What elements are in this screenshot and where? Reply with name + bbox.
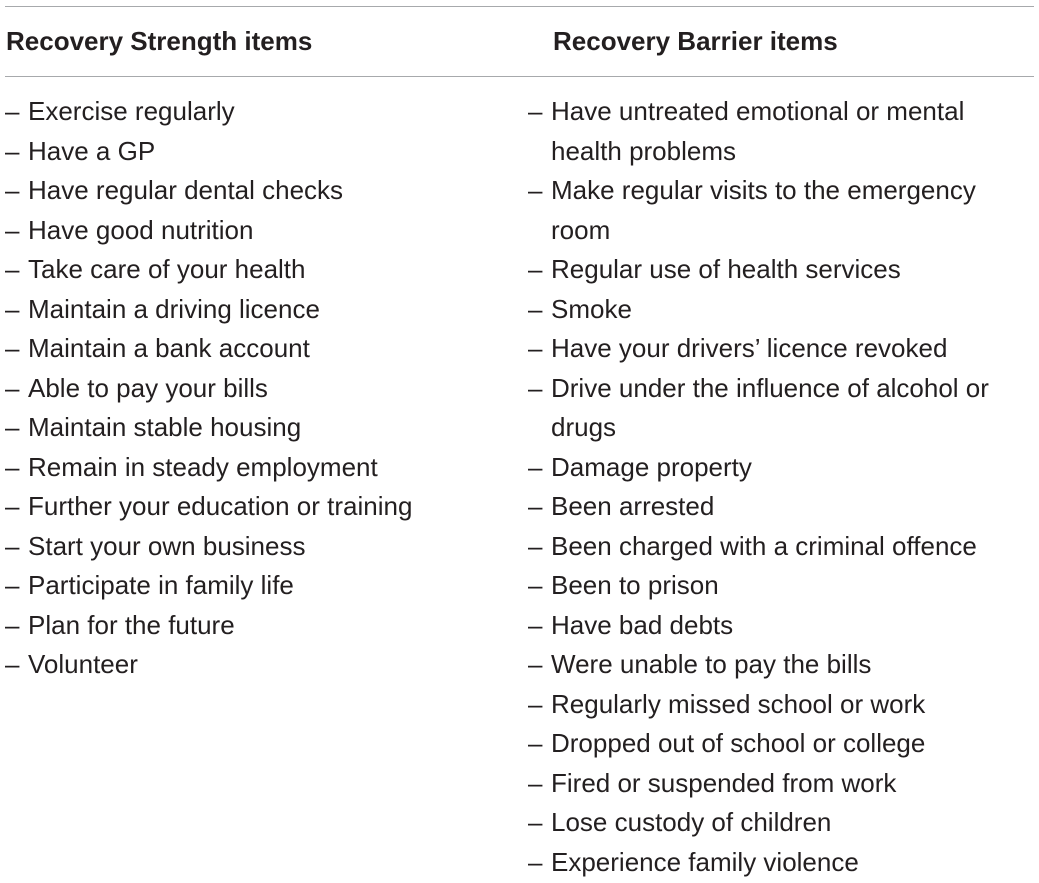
item-text: Plan for the future bbox=[28, 609, 235, 640]
list-item bbox=[528, 724, 1034, 764]
list-item bbox=[5, 211, 505, 251]
list-item bbox=[528, 764, 1034, 804]
dash-bullet: – bbox=[528, 530, 543, 561]
dash-bullet: – bbox=[5, 214, 20, 245]
item-text: Been charged with a criminal offence bbox=[551, 530, 977, 561]
dash-bullet: – bbox=[5, 135, 20, 166]
list-item bbox=[528, 645, 1034, 685]
item-text: Been arrested bbox=[551, 491, 715, 521]
dash-bullet: – bbox=[528, 451, 543, 482]
list-item bbox=[5, 487, 505, 527]
dash-bullet: – bbox=[528, 649, 543, 679]
dash-bullet: – bbox=[5, 491, 20, 521]
item-text: Able to pay your bills bbox=[28, 372, 268, 403]
item-text: Regular use of health services bbox=[551, 254, 901, 284]
strength-items-list bbox=[5, 92, 505, 685]
list-item bbox=[5, 171, 505, 211]
item-text: Smoke bbox=[551, 293, 632, 324]
list-item bbox=[528, 329, 1034, 369]
dash-bullet: – bbox=[528, 846, 543, 877]
dash-bullet: – bbox=[528, 254, 543, 284]
list-item bbox=[528, 448, 1034, 488]
dash-bullet: – bbox=[528, 333, 543, 363]
list-item bbox=[5, 290, 505, 330]
dash-bullet: – bbox=[5, 254, 20, 284]
item-text: Experience family violence bbox=[551, 846, 859, 877]
dash-bullet: – bbox=[5, 609, 20, 640]
barrier-column-header: Recovery Barrier items bbox=[553, 26, 838, 56]
item-text: Take care of your health bbox=[28, 254, 306, 284]
item-text: Have a GP bbox=[28, 135, 156, 166]
dash-bullet: – bbox=[528, 807, 543, 837]
list-item bbox=[528, 250, 1034, 290]
list-item bbox=[528, 606, 1034, 646]
item-text: Volunteer bbox=[28, 649, 138, 679]
list-item bbox=[5, 645, 505, 685]
dash-bullet: – bbox=[5, 333, 20, 363]
list-item bbox=[5, 448, 505, 488]
item-text: Have regular dental checks bbox=[28, 175, 344, 205]
list-item bbox=[528, 566, 1034, 606]
dash-bullet: – bbox=[528, 96, 543, 126]
item-text: Start your own business bbox=[28, 530, 306, 561]
list-item bbox=[528, 803, 1034, 843]
strength-column-header: Recovery Strength items bbox=[6, 26, 313, 56]
list-item bbox=[5, 566, 505, 606]
barrier-items-list bbox=[528, 92, 1034, 882]
dash-bullet: – bbox=[5, 649, 20, 679]
dash-bullet: – bbox=[528, 767, 543, 798]
header-rule bbox=[5, 76, 1034, 77]
list-item bbox=[5, 132, 505, 172]
list-item bbox=[528, 92, 1034, 171]
item-text: Participate in family life bbox=[28, 570, 294, 600]
list-item bbox=[528, 290, 1034, 330]
item-text: Regularly missed school or work bbox=[551, 688, 926, 719]
dash-bullet: – bbox=[5, 96, 20, 126]
list-item bbox=[5, 369, 505, 409]
dash-bullet: – bbox=[5, 175, 20, 205]
dash-bullet: – bbox=[5, 412, 20, 442]
item-text: Have untreated emotional or mental health problems bbox=[551, 96, 965, 166]
item-text: Further your education or training bbox=[28, 491, 413, 521]
item-text: Maintain a bank account bbox=[28, 333, 310, 363]
list-item bbox=[5, 92, 505, 132]
list-item bbox=[528, 487, 1034, 527]
item-text: Remain in steady employment bbox=[28, 451, 378, 482]
list-item bbox=[5, 527, 505, 567]
list-item bbox=[528, 369, 1034, 448]
dash-bullet: – bbox=[528, 491, 543, 521]
dash-bullet: – bbox=[528, 688, 543, 719]
list-item bbox=[5, 408, 505, 448]
item-text: Make regular visits to the emergency room bbox=[551, 175, 976, 245]
dash-bullet: – bbox=[5, 372, 20, 403]
item-text: Lose custody of children bbox=[551, 807, 832, 837]
dash-bullet: – bbox=[5, 570, 20, 600]
top-rule bbox=[5, 6, 1034, 7]
list-item bbox=[5, 329, 505, 369]
item-text: Were unable to pay the bills bbox=[551, 649, 872, 679]
item-text: Exercise regularly bbox=[28, 96, 235, 126]
dash-bullet: – bbox=[528, 372, 543, 403]
list-item bbox=[528, 171, 1034, 250]
list-item bbox=[5, 250, 505, 290]
item-text: Fired or suspended from work bbox=[551, 767, 897, 798]
item-text: Maintain stable housing bbox=[28, 412, 302, 442]
dash-bullet: – bbox=[528, 728, 543, 758]
item-text: Drive under the influence of alcohol or drugs bbox=[551, 372, 989, 442]
dash-bullet: – bbox=[5, 293, 20, 324]
item-text: Have bad debts bbox=[551, 609, 734, 640]
item-text: Have good nutrition bbox=[28, 214, 254, 245]
item-text: Damage property bbox=[551, 451, 752, 482]
dash-bullet: – bbox=[5, 530, 20, 561]
item-text: Maintain a driving licence bbox=[28, 293, 320, 324]
item-text: Dropped out of school or college bbox=[551, 728, 926, 758]
dash-bullet: – bbox=[5, 451, 20, 482]
dash-bullet: – bbox=[528, 293, 543, 324]
list-item bbox=[528, 527, 1034, 567]
dash-bullet: – bbox=[528, 175, 543, 205]
list-item bbox=[5, 606, 505, 646]
item-text: Been to prison bbox=[551, 570, 719, 600]
dash-bullet: – bbox=[528, 570, 543, 600]
list-item bbox=[528, 685, 1034, 725]
item-text: Have your drivers’ licence revoked bbox=[551, 333, 948, 363]
list-item bbox=[528, 843, 1034, 883]
dash-bullet: – bbox=[528, 609, 543, 640]
